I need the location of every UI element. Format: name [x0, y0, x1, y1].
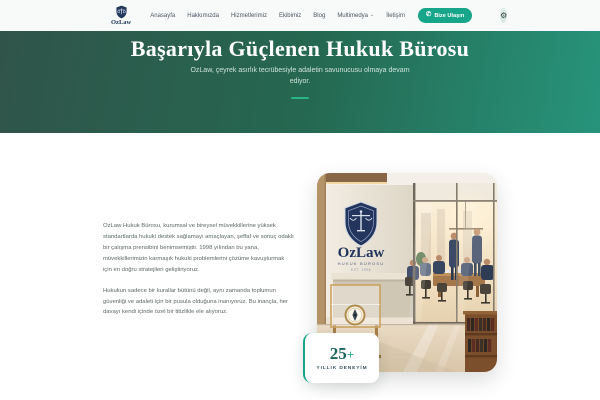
experience-number: 25	[329, 344, 347, 363]
about-paragraph-2: Hukukun sadece bir kurallar bütünü değil, aynı zamanda toplumun güvenliği ve adaleti için bir pusula olduğuna inanıyoruz. Bu inançla, her davayı kendi içinde özel bir titizlikle ele alıyoruz.	[103, 287, 289, 316]
ozlaw-logo[interactable]	[111, 5, 131, 27]
contact-us-button[interactable]: ✆ Bize Ulaşın	[418, 8, 472, 23]
about-text-block	[103, 221, 294, 328]
wall-logo-subtext: HUKUK BÜROSU	[337, 261, 385, 266]
wall-logo-caption: EST. 1998	[350, 268, 372, 272]
phone-icon: ✆	[425, 11, 432, 19]
experience-label: YILLIK DENEYİM	[316, 366, 368, 371]
hero-divider	[291, 97, 309, 99]
wall-logo-text: OzLaw	[337, 245, 385, 261]
nav-item-hakkimizda[interactable]: Hakkımızda	[187, 12, 219, 19]
conference-room	[405, 183, 497, 325]
nav-item-hizmetlerimiz[interactable]: Hizmetlerimiz	[230, 12, 267, 19]
settings-widget-button[interactable]	[500, 8, 507, 23]
experience-plus: +	[346, 347, 355, 362]
hero-title: Başarıyla Güçlenen Hukuk Bürosu	[130, 36, 470, 61]
nav-item-anasayfa[interactable]: Anasayfa	[150, 12, 176, 19]
gear-icon: ⚙	[500, 10, 508, 20]
nav-item-blog[interactable]: Blog	[313, 12, 326, 19]
shield-scales-icon	[115, 5, 128, 19]
hero-subtitle: OzLaw, çeyrek asırlık tecrübesiyle adaletin savunucusu olmaya devam ediyor.	[190, 67, 410, 85]
hero-section	[0, 31, 600, 133]
experience-card	[303, 333, 379, 383]
about-paragraph-1: OzLaw Hukuk Bürosu, kurumsal ve bireysel müvekkillerine yüksek standartlarda hukuki destek sağlamayı amaçlayan, şeffaf ve sonuç odaklı bir çalışma prensibini benimsemiştir. 1998 yılından bu yana, müvekkillerimizin karmaşık hukuki problemlerini çözüme kavuşturmak için en doğru stratejileri geliştiriyoruz.	[103, 223, 294, 273]
top-navigation-bar	[0, 0, 600, 31]
main-nav	[150, 13, 405, 19]
chevron-down-icon: ⌄	[370, 12, 375, 18]
law-books-cabinet	[463, 311, 497, 372]
nav-item-ekibimiz[interactable]: Ekibimiz	[278, 12, 302, 19]
logo-wordmark: OzLaw	[111, 18, 132, 26]
nav-item-multimedya[interactable]: Multimedya ⌄	[337, 12, 375, 19]
nav-item-iletisim[interactable]: İletişim	[386, 12, 405, 19]
